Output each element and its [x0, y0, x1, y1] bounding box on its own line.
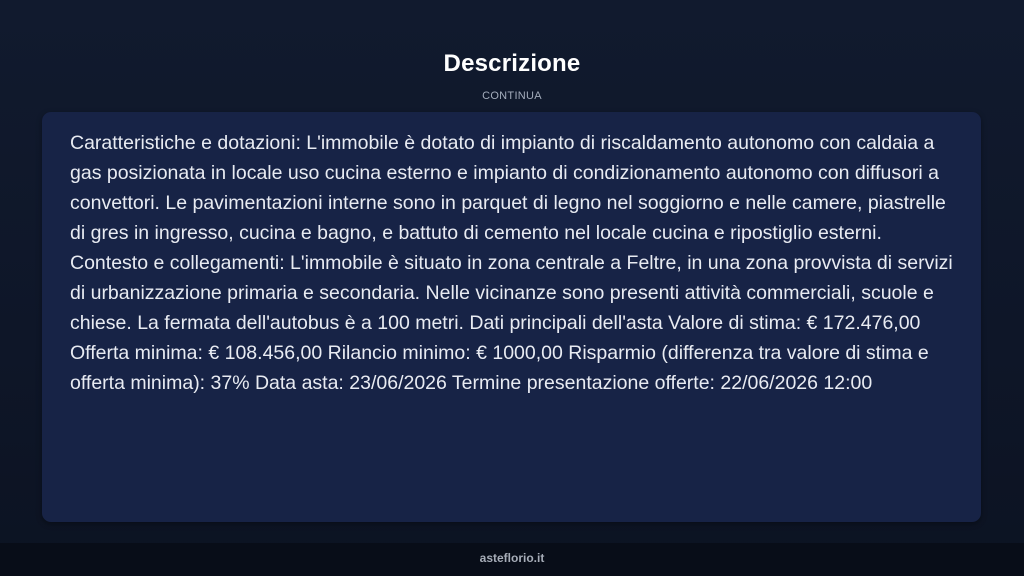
description-text: Caratteristiche e dotazioni: L'immobile è dotato di impianto di riscaldamento autonomo con caldaia a gas posizionata in locale uso cucina esterno e impianto di condizionamento autonomo con diffusori a convettori. Le pavimentazioni interne sono in parquet di legno nel soggiorno e nelle camere, piastrelle di gres in ingresso, cucina e bagno, e battuto di cemento nel locale cucina e ripostiglio esterni. Contesto e collegamenti: L'immobile è situato in zona centrale a Feltre, in una zona provvista di servizi di urbanizzazione primaria e secondaria. Nelle vicinanze sono presenti attività commerciali, scuole e chiese. La fermata dell'autobus è a 100 metri. Dati principali dell'asta Valore di stima: € 172.476,00 Offerta minima: € 108.456,00 Rilancio minimo: € 1000,00 Risparmio (differenza tra valore di stima e offerta minima): 37% Data asta: 23/06/2026 Termine presentazione offerte: 22/06/2026 12:00: [70, 132, 953, 394]
footer-bar: [0, 543, 1024, 576]
continua-label: CONTINUA: [482, 90, 542, 102]
footer-site-name: asteflorio.it: [479, 551, 545, 565]
description-card: [42, 112, 981, 522]
page-title: Descrizione: [443, 50, 581, 77]
